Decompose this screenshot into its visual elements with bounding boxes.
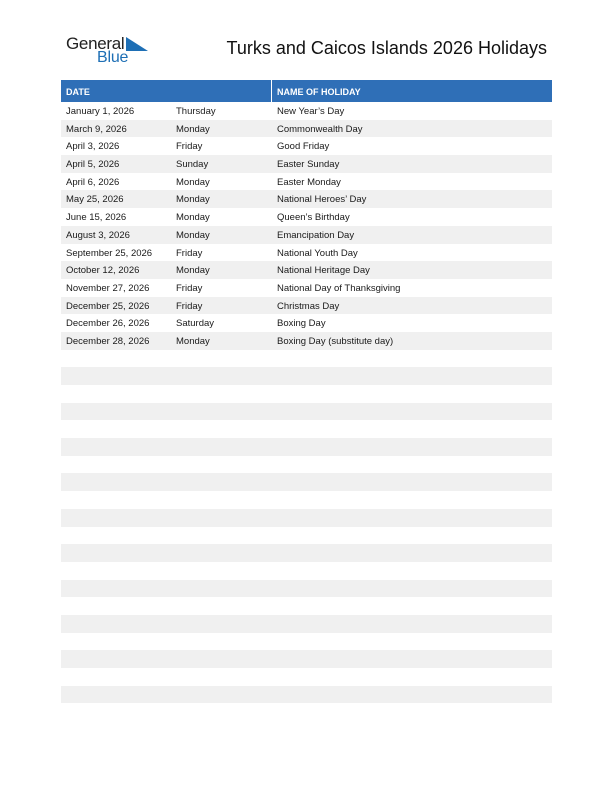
cell-weekday: Thursday xyxy=(176,106,216,117)
table-row xyxy=(61,226,552,244)
cell-date: June 15, 2026 xyxy=(66,212,127,224)
holiday-table xyxy=(61,80,552,721)
cell-holiday-name: Easter Monday xyxy=(277,176,341,188)
table-row xyxy=(61,597,552,615)
cell-date: October 12, 2026 xyxy=(66,265,140,277)
cell-holiday-name: Queen’s Birthday xyxy=(277,212,350,224)
cell-holiday-name: Christmas Day xyxy=(277,300,340,312)
table-row xyxy=(61,297,552,315)
table-row xyxy=(61,102,552,120)
table-row xyxy=(61,473,552,491)
table-row xyxy=(61,544,552,562)
cell-weekday: Monday xyxy=(176,194,210,206)
cell-weekday: Monday xyxy=(176,176,210,188)
cell-date: March 9, 2026 xyxy=(66,123,127,135)
cell-holiday-name: Commonwealth Day xyxy=(277,123,363,135)
header-holiday-name: NAME OF HOLIDAY xyxy=(277,87,361,97)
page-title: Turks and Caicos Islands 2026 Holidays xyxy=(226,38,547,58)
cell-date: April 3, 2026 xyxy=(66,141,120,153)
table-row xyxy=(61,615,552,633)
logo-word-blue: Blue xyxy=(97,49,129,66)
table-header xyxy=(61,80,552,102)
table-row xyxy=(61,438,552,456)
cell-holiday-name: Boxing Day xyxy=(277,318,326,330)
cell-date: August 3, 2026 xyxy=(66,229,130,241)
cell-weekday: Monday xyxy=(176,229,210,241)
cell-weekday: Monday xyxy=(176,265,210,277)
cell-holiday-name: National Youth Day xyxy=(277,247,358,259)
cell-date: December 26, 2026 xyxy=(66,318,150,330)
cell-date: December 25, 2026 xyxy=(66,300,150,312)
cell-weekday: Friday xyxy=(176,300,203,312)
cell-weekday: Monday xyxy=(176,335,210,347)
table-row xyxy=(61,403,552,421)
table-row xyxy=(61,244,552,262)
table-row xyxy=(61,173,552,191)
cell-weekday: Friday xyxy=(176,282,203,294)
logo-triangle-icon xyxy=(126,37,148,51)
cell-date: April 6, 2026 xyxy=(66,176,120,188)
cell-date: December 28, 2026 xyxy=(66,335,150,347)
cell-holiday-name: Easter Sunday xyxy=(277,159,340,171)
cell-date: September 25, 2026 xyxy=(66,247,153,259)
table-row xyxy=(61,668,552,686)
cell-weekday: Monday xyxy=(176,123,210,135)
table-row xyxy=(61,350,552,368)
cell-weekday: Saturday xyxy=(176,318,215,330)
table-row xyxy=(61,420,552,438)
table-row xyxy=(61,137,552,155)
cell-weekday: Sunday xyxy=(176,159,209,171)
cell-holiday-name: National Heroes’ Day xyxy=(277,194,367,206)
cell-weekday: Monday xyxy=(176,212,210,224)
header-divider xyxy=(271,80,272,102)
table-row xyxy=(61,332,552,350)
table-row xyxy=(61,562,552,580)
generalblue-logo xyxy=(66,34,148,68)
table-row xyxy=(61,650,552,668)
table-row xyxy=(61,703,552,721)
cell-date: May 25, 2026 xyxy=(66,194,124,206)
header-date: DATE xyxy=(66,87,90,97)
table-row xyxy=(61,456,552,474)
cell-weekday: Friday xyxy=(176,247,203,259)
cell-holiday-name: National Day of Thanksgiving xyxy=(277,282,401,294)
cell-holiday-name: Good Friday xyxy=(277,141,330,153)
cell-date: April 5, 2026 xyxy=(66,159,120,171)
table-row xyxy=(61,686,552,704)
cell-date: January 1, 2026 xyxy=(66,106,135,117)
table-row xyxy=(61,509,552,527)
table-row xyxy=(61,367,552,385)
cell-holiday-name: New Year’s Day xyxy=(277,106,345,117)
cell-holiday-name: National Heritage Day xyxy=(277,265,370,277)
table-row xyxy=(61,385,552,403)
table-row xyxy=(61,261,552,279)
cell-holiday-name: Emancipation Day xyxy=(277,229,355,241)
cell-weekday: Friday xyxy=(176,141,203,153)
cell-holiday-name: Boxing Day (substitute day) xyxy=(277,335,394,347)
table-row xyxy=(61,190,552,208)
table-row xyxy=(61,120,552,138)
table-row xyxy=(61,208,552,226)
table-row xyxy=(61,279,552,297)
table-row xyxy=(61,527,552,545)
cell-date: November 27, 2026 xyxy=(66,282,150,294)
table-row xyxy=(61,580,552,598)
table-row xyxy=(61,491,552,509)
logo-word-general: General xyxy=(66,34,125,53)
table-body xyxy=(61,102,552,721)
table-row xyxy=(61,314,552,332)
table-row xyxy=(61,633,552,651)
table-row xyxy=(61,155,552,173)
